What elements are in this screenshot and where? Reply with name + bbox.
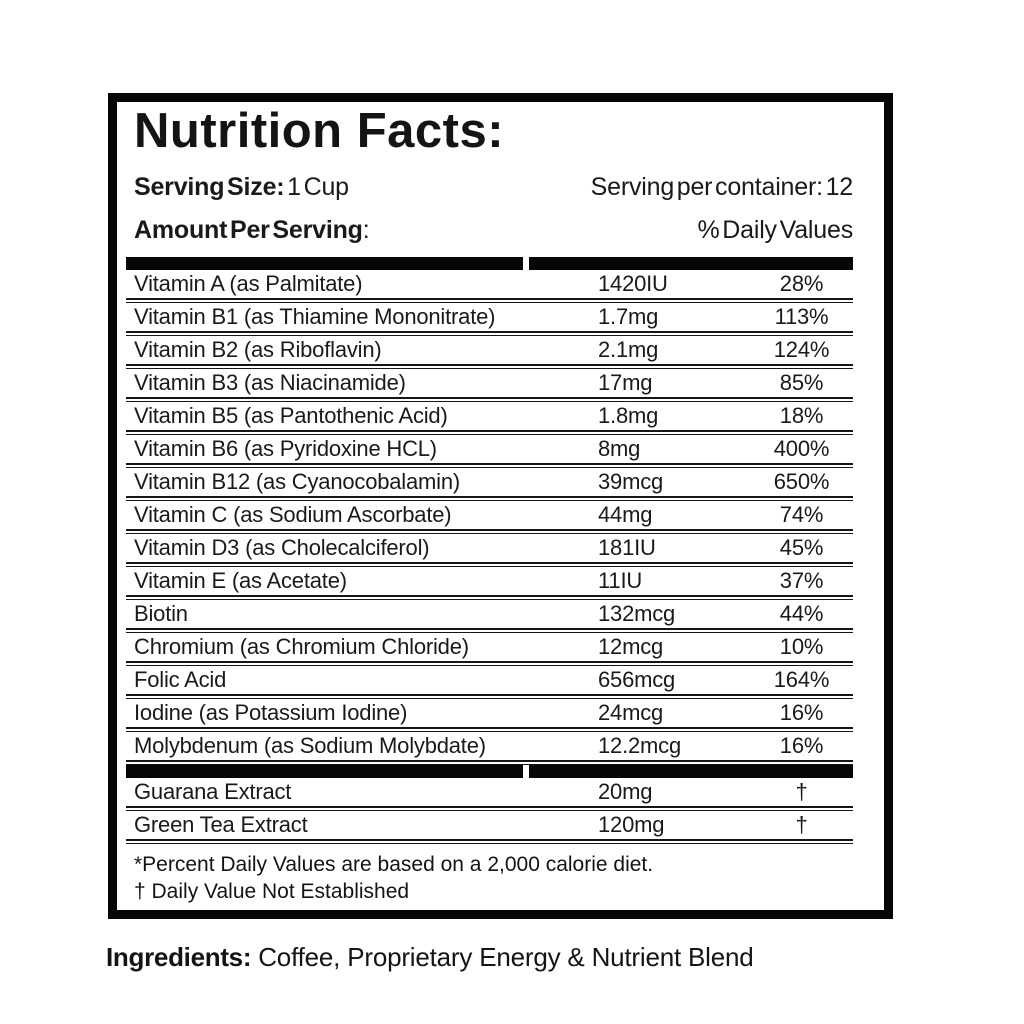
nutrient-row: [126, 369, 853, 397]
row-divider: [126, 839, 853, 844]
amount-per-serving: [134, 215, 369, 245]
nutrient-name: Vitamin B12 (as Cyanocobalamin): [134, 469, 461, 494]
nutrient-amount: 120mg: [598, 812, 665, 837]
nutrient-row: [126, 468, 853, 496]
nutrient-row: [126, 303, 853, 331]
nutrient-amount: 12.2mcg: [598, 733, 681, 758]
nutrient-amount: 24mcg: [598, 700, 664, 725]
nutrient-row: [126, 811, 853, 839]
ingredients-line: [106, 941, 754, 973]
amount-per-serving-colon: :: [362, 216, 370, 244]
nutrient-name: Vitamin B5 (as Pantothenic Acid): [134, 403, 448, 428]
nutrient-row: [126, 435, 853, 463]
nutrient-row: [126, 600, 853, 628]
panel-title: Nutrition Facts:: [134, 104, 505, 158]
nutrient-row: [126, 633, 853, 661]
nutrient-daily-value: 164%: [773, 667, 830, 692]
nutrient-daily-value: †: [795, 779, 808, 804]
nutrient-row: [126, 402, 853, 430]
serving-size-label: Serving Size:: [134, 173, 285, 201]
nutrient-name: Vitamin B2 (as Riboflavin): [134, 337, 382, 362]
nutrient-daily-value: 85%: [779, 370, 824, 395]
nutrient-daily-value: 400%: [773, 436, 830, 461]
nutrient-daily-value: †: [795, 812, 808, 837]
nutrient-amount: 1.7mg: [598, 304, 659, 329]
nutrient-daily-value: 16%: [779, 700, 824, 725]
nutrient-name: Vitamin D3 (as Cholecalciferol): [134, 535, 430, 560]
nutrient-amount: 12mcg: [598, 634, 664, 659]
nutrient-row: [126, 567, 853, 595]
nutrient-daily-value: 650%: [773, 469, 830, 494]
ingredients-value: Coffee, Proprietary Energy & Nutrient Blend: [258, 942, 754, 972]
section-bar-top: [126, 257, 853, 270]
nutrient-row: [126, 336, 853, 364]
nutrient-name: Biotin: [134, 601, 188, 626]
nutrient-name: Vitamin E (as Acetate): [134, 568, 347, 593]
nutrient-name: Green Tea Extract: [134, 812, 308, 837]
nutrient-table: [126, 270, 853, 765]
nutrient-amount: 20mg: [598, 779, 653, 804]
nutrient-amount: 132mcg: [598, 601, 676, 626]
nutrient-amount: 11IU: [598, 568, 643, 593]
nutrient-daily-value: 74%: [779, 502, 824, 527]
nutrient-name: Folic Acid: [134, 667, 227, 692]
nutrient-amount: 39mcg: [598, 469, 664, 494]
nutrient-name: Vitamin B1 (as Thiamine Mononitrate): [134, 304, 496, 329]
nutrient-row: [126, 501, 853, 529]
nutrient-name: Molybdenum (as Sodium Molybdate): [134, 733, 486, 758]
nutrient-name: Vitamin A (as Palmitate): [134, 271, 363, 296]
serving-size-value: 1 Cup: [287, 173, 349, 201]
nutrient-daily-value: 10%: [779, 634, 824, 659]
nutrient-amount: 2.1mg: [598, 337, 659, 362]
serving-size: [134, 172, 349, 202]
nutrient-row: [126, 666, 853, 694]
nutrient-name: Vitamin B3 (as Niacinamide): [134, 370, 406, 395]
nutrient-amount: 181IU: [598, 535, 656, 560]
amount-per-serving-label: Amount Per Serving: [134, 216, 363, 244]
footnote-daily-values: *Percent Daily Values are based on a 2,000 calorie diet.: [134, 853, 654, 876]
nutrient-name: Vitamin C (as Sodium Ascorbate): [134, 502, 452, 527]
nutrient-daily-value: 18%: [779, 403, 824, 428]
nutrient-daily-value: 28%: [779, 271, 824, 296]
ingredients-label: Ingredients:: [106, 942, 252, 972]
nutrient-name: Guarana Extract: [134, 779, 292, 804]
nutrient-row: [126, 270, 853, 298]
nutrient-amount: 8mg: [598, 436, 641, 461]
nutrient-row: [126, 778, 853, 806]
nutrient-daily-value: 124%: [773, 337, 830, 362]
serving-line: [126, 172, 853, 202]
blend-table: [126, 778, 853, 844]
footnotes: [126, 851, 853, 905]
nutrient-amount: 656mcg: [598, 667, 676, 692]
nutrient-name: Iodine (as Potassium Iodine): [134, 700, 408, 725]
nutrition-facts-panel: [108, 93, 893, 919]
nutrient-amount: 1420IU: [598, 271, 668, 296]
nutrient-daily-value: 113%: [774, 304, 829, 329]
nutrient-amount: 1.8mg: [598, 403, 659, 428]
nutrient-row: [126, 699, 853, 727]
nutrient-name: Chromium (as Chromium Chloride): [134, 634, 469, 659]
nutrient-daily-value: 45%: [779, 535, 824, 560]
footnote-dagger: † Daily Value Not Established: [134, 880, 410, 903]
nutrient-row: [126, 732, 853, 760]
amount-header-line: [126, 215, 853, 245]
servings-per-container: Serving per container: 12: [590, 173, 853, 201]
nutrient-name: Vitamin B6 (as Pyridoxine HCL): [134, 436, 437, 461]
daily-values-header: % Daily Values: [697, 216, 853, 244]
nutrient-amount: 17mg: [598, 370, 653, 395]
nutrient-row: [126, 534, 853, 562]
nutrient-daily-value: 37%: [779, 568, 824, 593]
nutrient-daily-value: 16%: [779, 733, 824, 758]
nutrient-daily-value: 44%: [779, 601, 824, 626]
nutrient-amount: 44mg: [598, 502, 653, 527]
section-bar-blend: [126, 765, 853, 778]
